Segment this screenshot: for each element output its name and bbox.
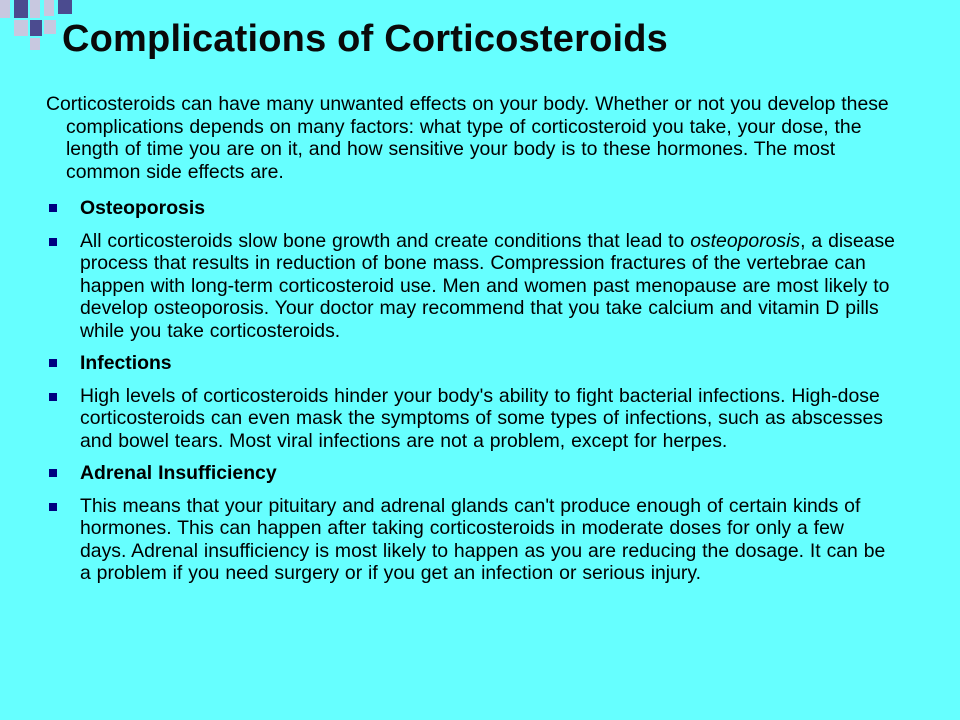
square-bullet-icon [49,204,57,212]
square-bullet-icon [49,359,57,367]
bullet-infections-heading [46,352,896,375]
intro-paragraph: Corticosteroids can have many unwanted effects on your body. Whether or not you develop these complications depends on many factors: what type of corticosteroid you take, your dose, the length of time you are on it, and how sensitive your body is to these hormones. The most common side effects are. [46,93,889,183]
square-bullet-icon [49,238,57,246]
square-bullet-icon [49,393,57,401]
bullet-osteoporosis-heading [46,197,896,220]
bullet-body-text: This means that your pituitary and adrenal glands can't produce enough of certain kinds of hormones. This can happen after taking corticosteroids in moderate doses for only a few days. Adrenal insufficiency is most likely to happen as you are reducing the dosage. It can be a problem if you need surgery or if you get an infection or serious injury. [80,494,886,584]
bullet-body-text: High levels of corticosteroids hinder your body's ability to fight bacterial infections. High-dose corticosteroids can even mask the symptoms of some types of infections, such as abscesses and bowel tears. Most viral infections are not a problem, except for herpes. [80,384,883,452]
slide-title: Complications of Corticosteroids [62,18,669,60]
bullet-text-before: All corticosteroids slow bone growth and create conditions that lead to [80,229,691,252]
slide-body [46,93,896,595]
bullet-osteoporosis-body [46,230,896,343]
bullet-adrenal-heading [46,462,896,485]
bullet-emphasis: osteoporosis [690,229,801,252]
bullet-infections-body [46,385,896,453]
bullet-text-after: , a disease process that results in reduction of bone mass. Compression fractures of the vertebrae can happen with long-term corticosteroid use. Men and women past menopause are most likely to develop osteoporosis. Your doctor may recommend that you take calcium and vitamin D pills while you take corticosteroids. [80,229,895,342]
square-bullet-icon [49,469,57,477]
square-bullet-icon [49,503,57,511]
bullet-adrenal-body [46,495,896,585]
bullet-heading-text: Osteoporosis [80,197,205,219]
bullet-list [46,197,896,585]
bullet-heading-text: Adrenal Insufficiency [80,462,277,484]
bullet-heading-text: Infections [80,352,172,374]
